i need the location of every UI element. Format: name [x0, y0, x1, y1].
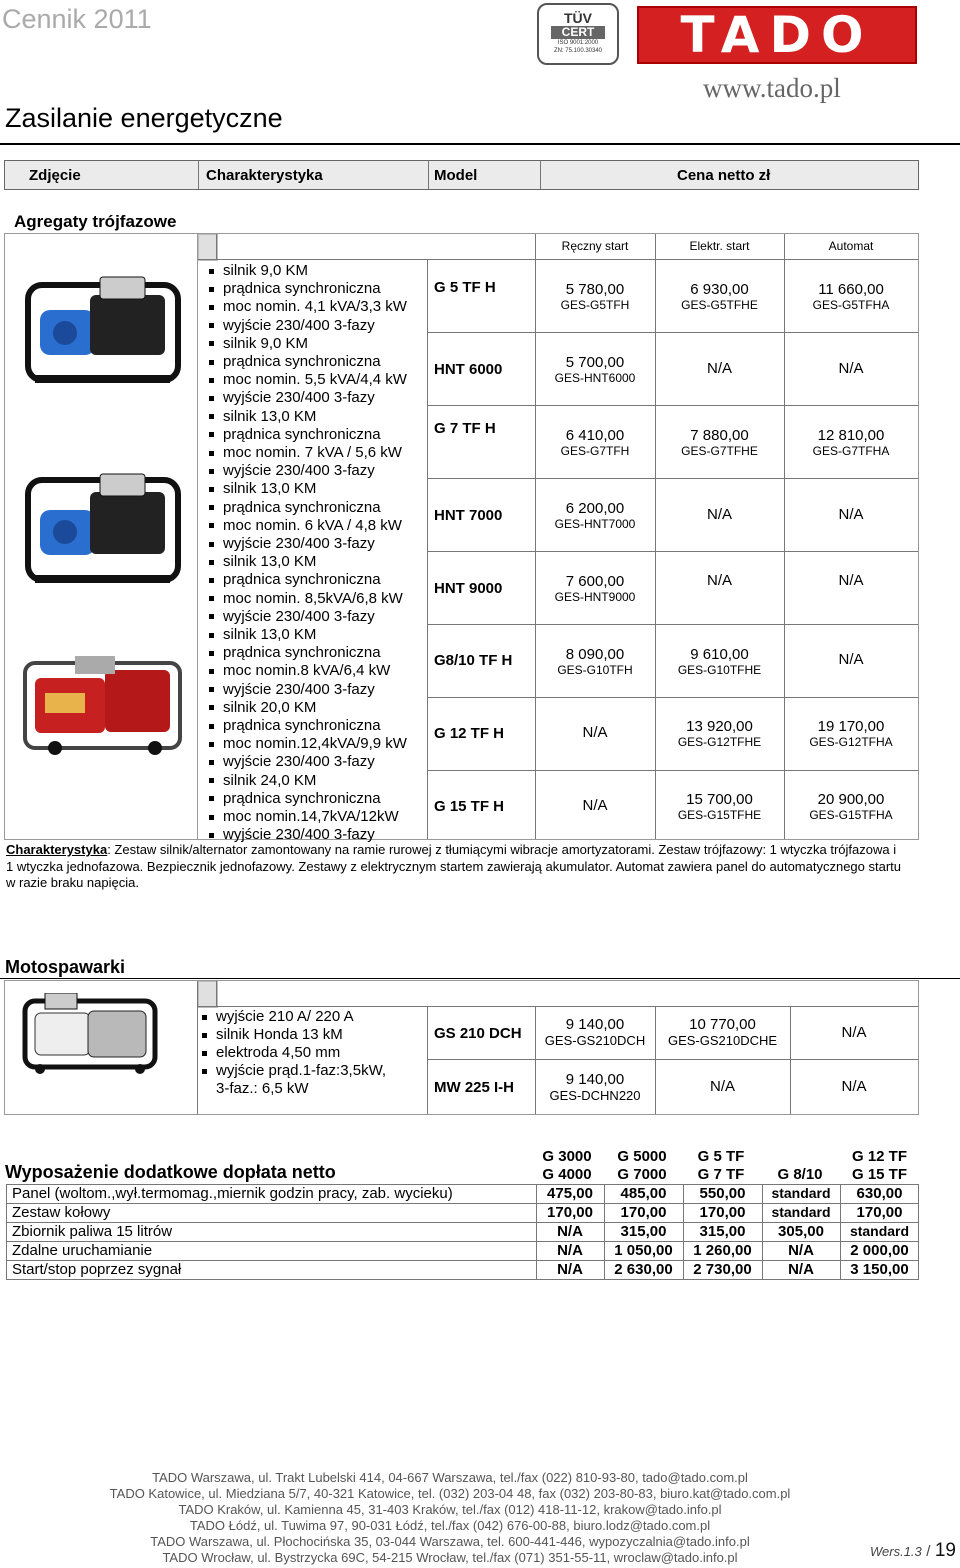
price-cell: N/A — [841, 1078, 867, 1095]
model-name: G 15 TF H — [434, 798, 505, 815]
spec-item: silnik 24,0 KM — [209, 772, 407, 790]
price-cell: N/A — [709, 1078, 735, 1095]
price-cell: 20 900,00 GES-G15TFHA — [809, 791, 893, 822]
electric-start-header: Elektr. start — [689, 239, 750, 253]
price-cell: 8 090,00 GES-G10TFH — [557, 646, 633, 677]
acc-row-label: Start/stop poprzez sygnał — [12, 1261, 182, 1278]
price-cell: 7 880,00 GES-G7TFHE — [681, 427, 758, 458]
price-cell: 6 410,00 GES-G7TFH — [560, 427, 630, 458]
spec-item: silnik 13,0 KM — [209, 480, 407, 498]
price-cell: N/A — [841, 1024, 867, 1041]
price-cell: 19 170,00 GES-G12TFHA — [809, 718, 893, 749]
model-name: GS 210 DCH — [434, 1025, 522, 1042]
spec-list — [209, 262, 407, 845]
welders-title: Motospawarki — [5, 957, 126, 977]
spec-item: silnik Honda 13 kM — [202, 1026, 386, 1044]
spec-item: moc nomin. 7 kVA / 5,6 kW — [209, 444, 407, 462]
acc-row-label: Zbiornik paliwa 15 litrów — [12, 1223, 173, 1240]
spec-item: wyjście 230/400 3-fazy — [209, 389, 407, 407]
footer-line: TADO Wrocław, ul. Bystrzycka 69C, 54-215 Wrocław, tel./fax (071) 351-55-11, wroclaw@tado.info.pl — [162, 1550, 738, 1565]
price-cell: N/A — [838, 572, 864, 589]
automat-header: Automat — [828, 239, 874, 253]
price-cell: N/A — [706, 506, 732, 523]
price-cell: N/A — [838, 651, 864, 668]
manual-start-header: Ręczny start — [561, 239, 629, 253]
spec-item: moc nomin. 6 kVA / 4,8 kW — [209, 517, 407, 535]
model-name: G8/10 TF H — [434, 652, 513, 669]
price-list-label: Cennik 2011 — [2, 4, 152, 34]
model-name: G 7 TF H — [434, 420, 496, 437]
price-cell: N/A — [838, 506, 864, 523]
spec-item: prądnica synchroniczna — [209, 790, 407, 808]
price-cell: N/A — [838, 360, 864, 377]
column-model-header: Model — [434, 167, 478, 184]
acc-col-header: G 5000 G 7000 — [617, 1148, 667, 1183]
tado-logo: TADO — [637, 6, 917, 64]
price-cell: 5 780,00 GES-G5TFH — [560, 281, 630, 312]
note-text: : Zestaw silnik/alternator zamontowany na ramie rurowej z tłumiącymi wibracje amortyzatorami. Zestaw trójfazowy: 1 wtyczka trójfazowa i 1 wtyczka jednofazowa. Bezpiecznik jednofazowy. Zestawy z elektrycznym startem zawierają akumulator. Automat zawiera panel do automatycznego startu w razie braku napięcia. — [6, 842, 902, 890]
model-name: G 5 TF H — [434, 279, 496, 296]
spec-item: prądnica synchroniczna — [209, 717, 407, 735]
section-title: Zasilanie energetyczne — [5, 103, 283, 133]
spec-item: prądnica synchroniczna — [209, 499, 407, 517]
acc-values: 475,00 485,00 550,00 standard 630,00 170,00 170,00 170,00 standard 170,00 N/A 315,00 315,00 305,00 standard N/A 1 050,00 1 260,00 N/A 2 000,00 N/A 2 630,00 2 730,00 N/A 3 150,00 — [547, 1185, 910, 1278]
note-label: Charakterystyka — [6, 842, 108, 857]
spec-item: moc nomin. 4,1 kVA/3,3 kW — [209, 298, 407, 316]
acc-col-header: G 8/10 — [777, 1166, 823, 1183]
price-cell: 12 810,00 GES-G7TFHA — [812, 427, 890, 458]
spec-item: wyjście 230/400 3-fazy — [209, 753, 407, 771]
spec-item: silnik 13,0 KM — [209, 626, 407, 644]
model-name: MW 225 I-H — [434, 1079, 515, 1096]
spec-item: prądnica synchroniczna — [209, 571, 407, 589]
price-cell: 11 660,00 GES-G5TFHA — [812, 281, 890, 312]
acc-row-label: Zdalne uruchamianie — [12, 1242, 153, 1259]
spec-item: silnik 9,0 KM — [209, 335, 407, 353]
table-header — [4, 160, 919, 190]
footer-line: TADO Katowice, ul. Miedziana 5/7, 40-321 Katowice, tel. (032) 203-04 48, fax (032) 203-80-83, biuro.kat@tado.com.pl — [109, 1486, 791, 1501]
price-cell: 10 770,00 GES-GS210DCHE — [667, 1016, 778, 1048]
spec-item: wyjście 230/400 3-fazy — [209, 608, 407, 626]
acc-col-header: G 3000 G 4000 — [542, 1148, 592, 1183]
price-cell: 13 920,00 GES-G12TFHE — [677, 718, 762, 749]
spec-item: wyjście 230/400 3-fazy — [209, 826, 407, 844]
column-price-header: Cena netto zł — [677, 167, 771, 184]
spec-item: prądnica synchroniczna — [209, 644, 407, 662]
spec-item: wyjście 230/400 3-fazy — [209, 681, 407, 699]
spec-item-continuation: 3-faz.: 6,5 kW — [216, 1080, 309, 1097]
generator-photo — [20, 460, 185, 595]
column-photo-header: Zdjęcie — [29, 167, 81, 184]
footer-line: TADO Łódź, ul. Tuwima 97, 90-031 Łódź, tel./fax (042) 676-00-88, biuro.lodz@tado.com.pl — [189, 1518, 711, 1533]
column-spec-header: Charakterystyka — [206, 167, 323, 184]
price-cell: 7 600,00 GES-HNT9000 — [554, 573, 636, 604]
model-name: HNT 6000 — [434, 361, 503, 378]
spec-item: silnik 13,0 KM — [209, 408, 407, 426]
accessories-title: Wyposażenie dodatkowe dopłata netto — [5, 1162, 336, 1182]
spec-item: silnik 13,0 KM — [209, 553, 407, 571]
welder-spec-list — [202, 1008, 386, 1098]
three-phase-title: Agregaty trójfazowe — [14, 212, 177, 231]
page-number: 19 — [934, 1540, 956, 1561]
spec-item: moc nomin.14,7kVA/12kW — [209, 808, 407, 826]
spec-item: moc nomin.12,4kVA/9,9 kW — [209, 735, 407, 753]
spec-item: prądnica synchroniczna — [209, 280, 407, 298]
spec-item: prądnica synchroniczna — [209, 353, 407, 371]
price-cell: N/A — [582, 724, 608, 741]
price-cell: 6 930,00 GES-G5TFHE — [681, 281, 758, 312]
model-name: HNT 9000 — [434, 580, 503, 597]
welders-rule — [0, 978, 960, 979]
website-url[interactable]: www.tado.pl — [703, 73, 841, 103]
price-cell: 9 140,00 GES-DCHN220 — [549, 1071, 641, 1103]
acc-col-header: G 12 TF G 15 TF — [851, 1148, 907, 1183]
price-cell: 6 200,00 GES-HNT7000 — [554, 500, 636, 531]
spec-item: silnik 9,0 KM — [209, 262, 407, 280]
spec-item: wyjście 230/400 3-fazy — [209, 317, 407, 335]
price-cell: N/A — [582, 797, 608, 814]
spec-item: moc nomin.8 kVA/6,4 kW — [209, 662, 407, 680]
version-label: Wers.1.3 — [870, 1544, 922, 1559]
page-footer-number: Wers.1.3 / 19 — [870, 1540, 956, 1561]
generator-photo — [20, 265, 185, 395]
spec-item: wyjście 230/400 3-fazy — [209, 535, 407, 553]
spec-item: elektroda 4,50 mm — [202, 1044, 386, 1062]
acc-row-label: Panel (woltom.,wył.termomag.,miernik godzin pracy, zab. wycieku) — [12, 1185, 453, 1202]
spec-item: wyjście prąd.1-faz:3,5kW, — [202, 1062, 386, 1080]
generator-photo — [20, 648, 185, 758]
price-cell: N/A — [706, 572, 732, 589]
spec-item: silnik 20,0 KM — [209, 699, 407, 717]
price-cell: 15 700,00 GES-G15TFHE — [677, 791, 762, 822]
model-name: HNT 7000 — [434, 507, 503, 524]
acc-col-header: G 5 TF G 7 TF — [697, 1148, 745, 1183]
price-cell: 9 140,00 GES-GS210DCH — [544, 1016, 646, 1048]
price-cell: N/A — [706, 360, 732, 377]
price-cell: 5 700,00 GES-HNT6000 — [554, 354, 636, 385]
spec-item: moc nomin. 8,5kVA/6,8 kW — [209, 590, 407, 608]
spec-item: wyjście 230/400 3-fazy — [209, 462, 407, 480]
spec-item: prądnica synchroniczna — [209, 426, 407, 444]
spec-item: wyjście 210 A/ 220 A — [202, 1008, 386, 1026]
footer-line: TADO Kraków, ul. Kamienna 45, 31-403 Kraków, tel./fax (012) 418-11-12, krakow@tado.info.pl — [178, 1502, 722, 1517]
model-name: G 12 TF H — [434, 725, 505, 742]
tuv-cert-logo: TÜV CERT ISO 9001:2000 ZN: 75.100.30340 — [537, 3, 619, 65]
footer-line: TADO Warszawa, ul. Trakt Lubelski 414, 04-667 Warszawa, tel./fax (022) 810-93-80, tado@tado.com.pl — [152, 1470, 748, 1485]
spec-item: moc nomin. 5,5 kVA/4,4 kW — [209, 371, 407, 389]
price-cell: 9 610,00 GES-G10TFHE — [677, 646, 762, 677]
header-rule — [0, 143, 960, 145]
acc-row-label: Zestaw kołowy — [12, 1204, 111, 1221]
footer-addresses — [0, 1470, 900, 1566]
footer-line: TADO Warszawa, ul. Płochocińska 35, 03-044 Warszawa, tel. 600-441-446, wypozyczalnia@tado.info.pl — [150, 1534, 750, 1549]
characteristics-note — [6, 842, 906, 892]
